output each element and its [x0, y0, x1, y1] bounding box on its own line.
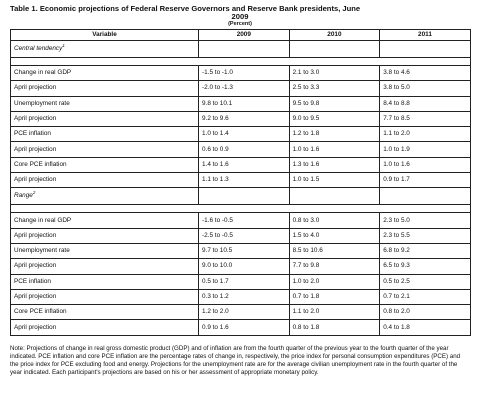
- section-label: [11, 188, 199, 205]
- value-cell: 0.7 to 2.1: [380, 289, 471, 304]
- header-variable: Variable: [11, 30, 199, 41]
- table-row: [11, 274, 471, 289]
- table-row: [11, 320, 471, 335]
- row-label: Core PCE inflation: [11, 157, 199, 172]
- table-row: [11, 81, 471, 96]
- row-label: April projection: [11, 81, 199, 96]
- table-row: [11, 228, 471, 243]
- value-cell: 0.8 to 3.0: [289, 213, 380, 228]
- row-label: Unemployment rate: [11, 243, 199, 258]
- section-header-empty-cell: [289, 41, 380, 58]
- section-header-row: [11, 41, 471, 58]
- table-row: [11, 243, 471, 258]
- row-label: PCE inflation: [11, 127, 199, 142]
- section-header-empty-cell: [380, 188, 471, 205]
- section-footnote: 2: [32, 190, 36, 196]
- table-unit: (Percent): [228, 21, 252, 27]
- value-cell: -2.5 to -0.5: [199, 228, 290, 243]
- header-year-3: 2011: [380, 30, 471, 41]
- section-header-row: [11, 188, 471, 205]
- value-cell: 1.2 to 2.0: [199, 305, 290, 320]
- row-label: April projection: [11, 142, 199, 157]
- value-cell: 1.0 to 1.5: [289, 173, 380, 188]
- table-row: [11, 66, 471, 81]
- value-cell: 2.1 to 3.0: [289, 66, 380, 81]
- value-cell: 7.7 to 9.8: [289, 259, 380, 274]
- row-label: April projection: [11, 259, 199, 274]
- row-label: Change in real GDP: [11, 66, 199, 81]
- spacer-row: [11, 205, 471, 213]
- row-label: Change in real GDP: [11, 213, 199, 228]
- table-row: [11, 111, 471, 126]
- value-cell: 0.8 to 2.0: [380, 305, 471, 320]
- value-cell: 1.1 to 2.0: [380, 127, 471, 142]
- header-row: [11, 30, 471, 41]
- table-row: [11, 213, 471, 228]
- value-cell: 0.5 to 1.7: [199, 274, 290, 289]
- value-cell: 9.5 to 9.8: [289, 96, 380, 111]
- value-cell: 2.3 to 5.5: [380, 228, 471, 243]
- section-name: Range: [14, 192, 33, 200]
- value-cell: 9.2 to 9.6: [199, 111, 290, 126]
- spacer-cell: [289, 205, 380, 213]
- table-row: [11, 173, 471, 188]
- value-cell: 1.3 to 1.6: [289, 157, 380, 172]
- spacer-cell: [289, 58, 380, 66]
- value-cell: 1.0 to 2.0: [289, 274, 380, 289]
- section-header-empty-cell: [199, 41, 290, 58]
- row-label: April projection: [11, 320, 199, 335]
- value-cell: 0.8 to 1.8: [289, 320, 380, 335]
- value-cell: 0.7 to 1.8: [289, 289, 380, 304]
- table-title: Table 1. Economic projections of Federal Reserve Governors and Reserve Bank presidents, June: [10, 4, 361, 13]
- value-cell: 2.5 to 3.3: [289, 81, 380, 96]
- value-cell: 1.1 to 2.0: [289, 305, 380, 320]
- spacer-cell: [380, 205, 471, 213]
- value-cell: 0.9 to 1.6: [199, 320, 290, 335]
- section-name: Central tendency: [14, 45, 63, 52]
- value-cell: 1.5 to 4.0: [289, 228, 380, 243]
- spacer-cell: [380, 58, 471, 66]
- value-cell: -1.5 to -1.0: [199, 66, 290, 81]
- value-cell: 2.3 to 5.0: [380, 213, 471, 228]
- header-year-2: 2010: [289, 30, 380, 41]
- spacer-cell: [11, 205, 199, 213]
- value-cell: 0.3 to 1.2: [199, 289, 290, 304]
- table-row: [11, 127, 471, 142]
- table-title-year: 2009: [231, 12, 249, 21]
- value-cell: 7.7 to 8.5: [380, 111, 471, 126]
- projections-table: [10, 29, 471, 336]
- spacer-cell: [199, 205, 290, 213]
- value-cell: 9.0 to 10.0: [199, 259, 290, 274]
- value-cell: 9.8 to 10.1: [199, 96, 290, 111]
- spacer-cell: [11, 58, 199, 66]
- value-cell: 1.0 to 1.6: [380, 157, 471, 172]
- row-label: April projection: [11, 289, 199, 304]
- value-cell: -2.0 to -1.3: [199, 81, 290, 96]
- value-cell: 1.4 to 1.6: [199, 157, 290, 172]
- section-footnote: 1: [62, 42, 65, 48]
- value-cell: 1.2 to 1.8: [289, 127, 380, 142]
- section-label: [11, 41, 199, 58]
- table-row: [11, 142, 471, 157]
- row-label: April projection: [11, 173, 199, 188]
- value-cell: 6.8 to 9.2: [380, 243, 471, 258]
- value-cell: 3.8 to 5.0: [380, 81, 471, 96]
- document: [10, 4, 470, 377]
- value-cell: 1.0 to 1.4: [199, 127, 290, 142]
- value-cell: 9.7 to 10.5: [199, 243, 290, 258]
- spacer-cell: [199, 58, 290, 66]
- table-row: [11, 305, 471, 320]
- value-cell: 3.8 to 4.6: [380, 66, 471, 81]
- row-label: April projection: [11, 111, 199, 126]
- table-body: [11, 41, 471, 336]
- table-row: [11, 96, 471, 111]
- value-cell: -1.6 to -0.5: [199, 213, 290, 228]
- value-cell: 1.1 to 1.3: [199, 173, 290, 188]
- row-label: Core PCE inflation: [11, 305, 199, 320]
- value-cell: 0.4 to 1.8: [380, 320, 471, 335]
- value-cell: 8.4 to 8.8: [380, 96, 471, 111]
- table-row: [11, 259, 471, 274]
- row-label: April projection: [11, 228, 199, 243]
- table-note: Note: Projections of change in real gross domestic product (GDP) and of inflation are from the fourth quarter of the previous year to the fourth quarter of the year indicated. PCE inflation and core PCE inflation are the percentage rates of change in, respectively, the price index for personal consumption expenditures (PCE) and the price index for PCE excluding food and energy. Projections for the unemployment rate are for the average civilian unemployment rate in the fourth quarter of the year indicated. Each participant's projections are based on his or her assessment of appropriate monetary policy.: [10, 344, 461, 377]
- value-cell: 8.5 to 10.6: [289, 243, 380, 258]
- value-cell: 0.6 to 0.9: [199, 142, 290, 157]
- table-row: [11, 157, 471, 172]
- section-header-empty-cell: [199, 188, 290, 205]
- value-cell: 0.5 to 2.5: [380, 274, 471, 289]
- value-cell: 6.5 to 9.3: [380, 259, 471, 274]
- value-cell: 9.0 to 9.5: [289, 111, 380, 126]
- row-label: Unemployment rate: [11, 96, 199, 111]
- section-header-empty-cell: [380, 41, 471, 58]
- table-row: [11, 289, 471, 304]
- row-label: PCE inflation: [11, 274, 199, 289]
- value-cell: 1.0 to 1.6: [289, 142, 380, 157]
- value-cell: 0.9 to 1.7: [380, 173, 471, 188]
- header-year-1: 2009: [199, 30, 290, 41]
- spacer-row: [11, 58, 471, 66]
- value-cell: 1.0 to 1.9: [380, 142, 471, 157]
- section-header-empty-cell: [289, 188, 380, 205]
